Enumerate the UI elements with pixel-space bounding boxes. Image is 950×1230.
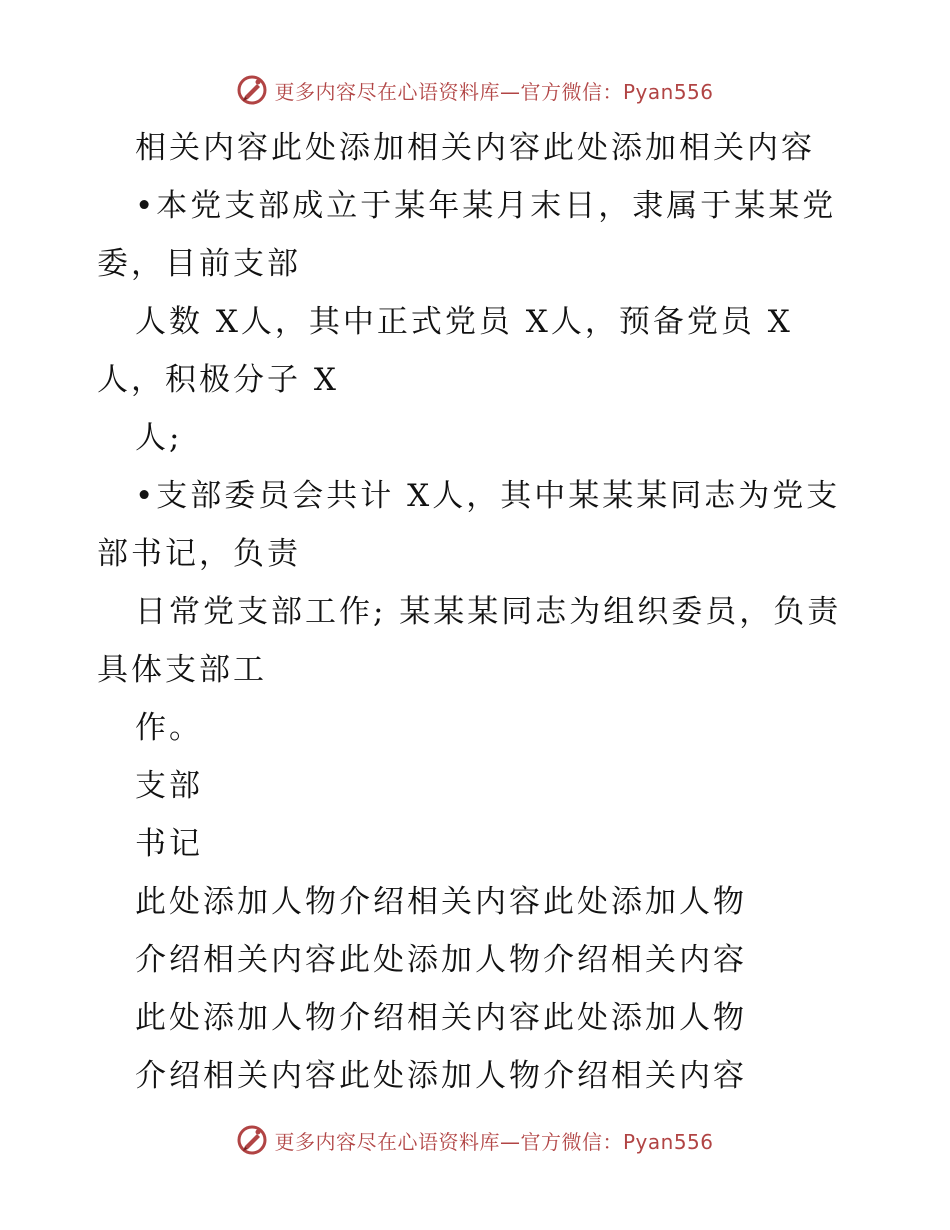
header-watermark-text <box>274 76 713 105</box>
body-line-2: •本党支部成立于某年某月末日，隶属于某某党 <box>135 188 837 224</box>
header-wechat-id: Pyan556 <box>622 79 714 104</box>
footer-watermark-inner <box>236 1124 713 1156</box>
body-line-6: 人; <box>135 420 183 456</box>
body-line-12: 支部 <box>135 768 203 804</box>
header-watermark-inner <box>236 74 713 106</box>
body-line-7: •支部委员会共计 X人，其中某某某同志为党支 <box>135 478 841 514</box>
body-line-13: 书记 <box>135 826 203 862</box>
body-line-5: 人，积极分子 X <box>97 362 339 398</box>
header-watermark <box>0 70 950 110</box>
pen-logo-icon <box>236 1124 268 1156</box>
footer-watermark-label: 更多内容尽在心语资料库—官方微信： <box>274 1129 623 1154</box>
pen-logo-icon <box>236 74 268 106</box>
body-line-4: 人数 X人，其中正式党员 X人，预备党员 X <box>135 304 793 340</box>
body-line-10: 具体支部工 <box>97 652 267 688</box>
footer-wechat-id: Pyan556 <box>622 1129 714 1154</box>
body-line-17: 介绍相关内容此处添加人物介绍相关内容 <box>135 1058 747 1094</box>
footer-watermark <box>0 1120 950 1160</box>
footer-watermark-text <box>274 1126 713 1155</box>
body-line-15: 介绍相关内容此处添加人物介绍相关内容 <box>135 942 747 978</box>
body-line-11: 作。 <box>135 710 203 746</box>
body-line-1: 相关内容此处添加相关内容此处添加相关内容 <box>135 130 815 166</box>
body-line-14: 此处添加人物介绍相关内容此处添加人物 <box>135 884 747 920</box>
body-line-16: 此处添加人物介绍相关内容此处添加人物 <box>135 1000 747 1036</box>
body-line-3: 委，目前支部 <box>97 246 301 282</box>
header-watermark-label: 更多内容尽在心语资料库—官方微信： <box>274 79 623 104</box>
body-line-8: 部书记，负责 <box>97 536 301 572</box>
body-line-9: 日常党支部工作; 某某某同志为组织委员，负责 <box>135 594 842 630</box>
